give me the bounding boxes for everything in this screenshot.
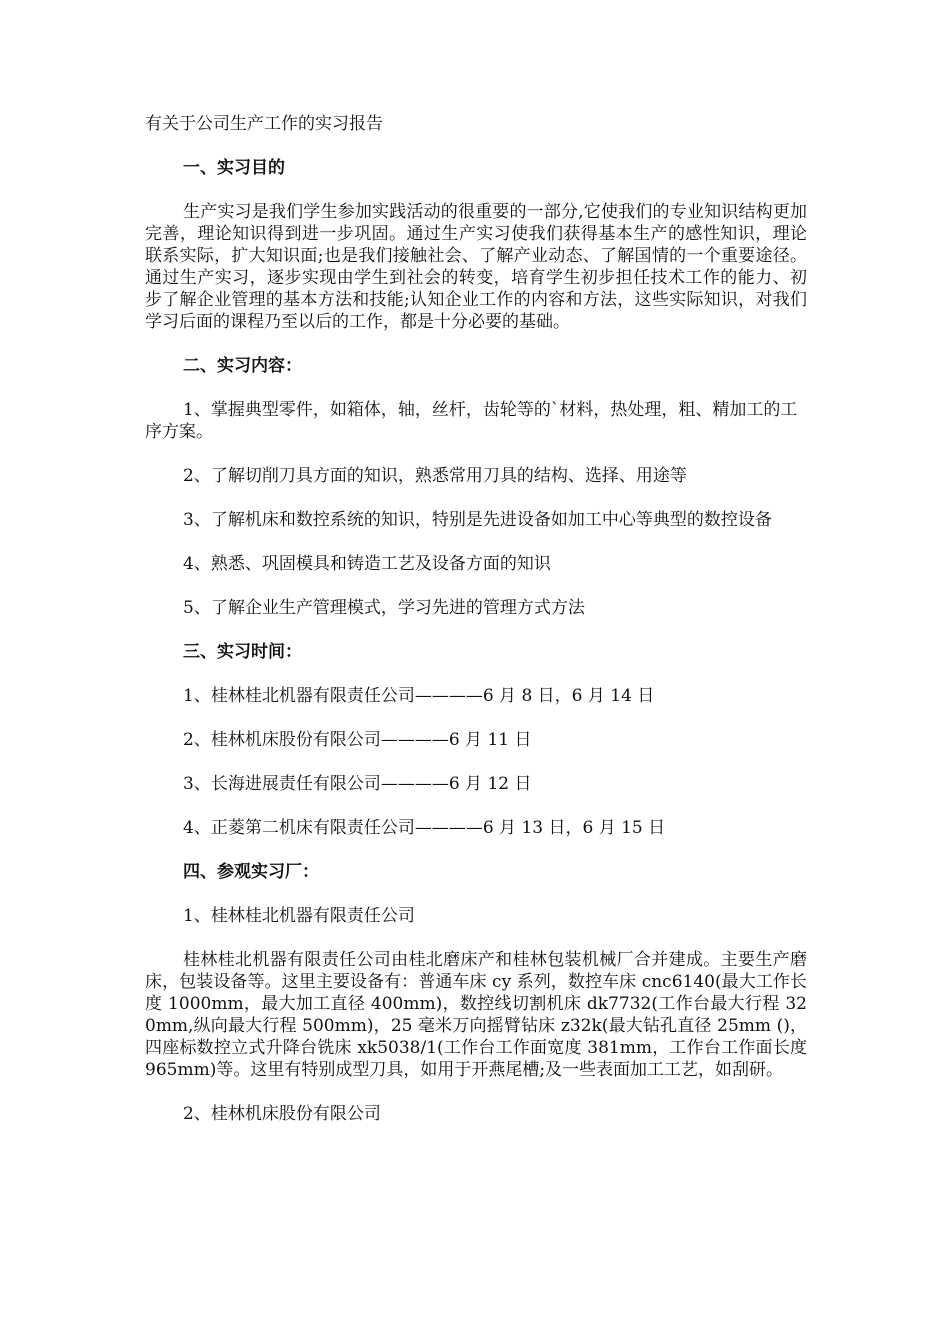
content-item: 4、熟悉、巩固模具和铸造工艺及设备方面的知识 [183,554,551,574]
purpose-paragraph: 生产实习是我们学生参加实践活动的很重要的一部分,它使我们的专业知识结构更加完善，理论知识得到进一步巩固。通过生产实习使我们获得基本生产的感性知识，理论联系实际，扩大知识面;也是我们接触社会、了解产业动态、了解国情的一个重要途径。通过生产实习，逐步实现由学生到社会的转变，培育学生初步担任技术工作的能力、初步了解企业管理的基本方法和技能;认知企业工作的内容和方法，这些实际知识，对我们学习后面的课程乃至以后的工作，都是十分必要的基础。 [145,202,807,332]
time-item: 3、长海进展责任有限公司————6 月 12 日 [183,774,532,794]
section-heading-purpose: 一、实习目的 [183,158,285,178]
time-item: 1、桂林桂北机器有限责任公司————6 月 8 日，6 月 14 日 [183,686,655,706]
document-body [145,113,807,1125]
content-item: 3、了解机床和数控系统的知识，特别是先进设备如加工中心等典型的数控设备 [183,510,772,530]
visit-paragraph: 桂林桂北机器有限责任公司由桂北磨床产和桂林包装机械厂合并建成。主要生产磨床，包装设备等。这里主要设备有：普通车床 cy 系列，数控车床 cnc6140(最大工作长度 1000mm，最大加工直径 400mm)，数控线切割机床 dk7732(工作台最大行程 320mm,纵向最大行程 500mm)，25 毫米万向摇臂钻床 z32k(最大钻孔直径 25mm ()，四座标数控立式升降台铣床 xk5038/1(工作台工作面宽度 381mm，工作台工作面长度 965mm)等。这里有特别成型刀具，如用于开燕尾槽;及一些表面加工工艺，如刮研。 [145,950,807,1080]
visit-subtitle: 2、桂林机床股份有限公司 [183,1104,381,1124]
time-item: 2、桂林机床股份有限公司————6 月 11 日 [183,730,532,750]
content-item: 2、了解切削刀具方面的知识，熟悉常用刀具的结构、选择、用途等 [183,466,687,486]
content-item: 5、了解企业生产管理模式，学习先进的管理方式方法 [183,598,585,618]
section-heading-time: 三、实习时间： [183,642,302,662]
document-title: 有关于公司生产工作的实习报告 [145,114,383,134]
section-heading-content: 二、实习内容： [183,356,302,376]
content-item: 1、掌握典型零件，如箱体，轴，丝杆，齿轮等的`材料，热处理，粗、精加工的工序方案。 [145,400,798,442]
visit-subtitle: 1、桂林桂北机器有限责任公司 [183,906,415,926]
time-item: 4、正菱第二机床有限责任公司————6 月 13 日，6 月 15 日 [183,818,666,838]
section-heading-visit: 四、参观实习厂： [183,862,319,882]
